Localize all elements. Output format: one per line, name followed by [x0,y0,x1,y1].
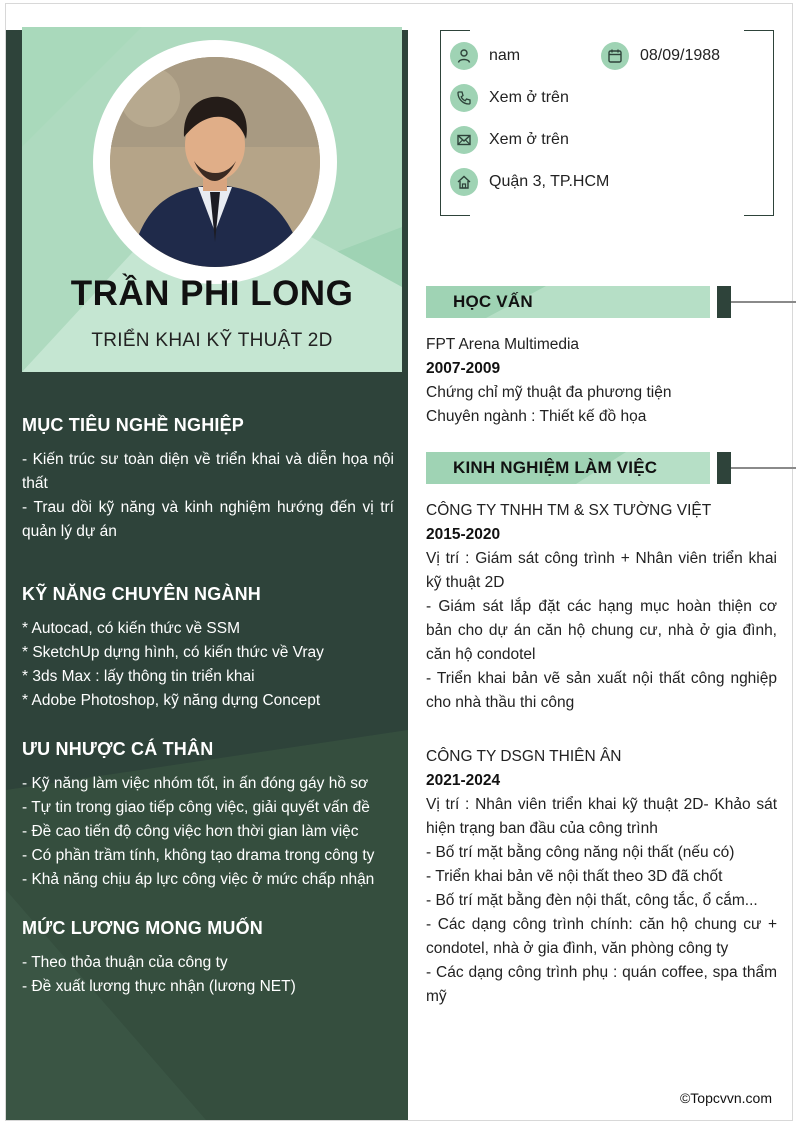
skills-line: * 3ds Max : lấy thông tin triển khai [22,668,255,685]
traits-line: - Khả năng chịu áp lực công việc ở mức chấp nhận [22,871,375,888]
footer-credit[interactable]: ©Topcvvn.com [679,1090,772,1106]
job-line: - Bố trí mặt bằng công năng nội thất (nếu có) [426,844,735,861]
job-line: - Giám sát lắp đặt các hạng mục hoàn thiện cơ bản cho dự án căn hộ chung cư, nhà ở gia đình, căn hộ condotel [426,598,777,663]
contact-phone-value: Xem ở trên [489,89,569,106]
contact-email-value: Xem ở trên [489,131,569,148]
salary-section [22,918,394,999]
person-icon [450,42,478,70]
experience-header-line [731,467,796,469]
job-line: - Các dạng công trình chính: căn hộ chung cư + condotel, nhà ở gia đình, văn phòng công ty [426,916,777,957]
education-major: Chuyên ngành : Thiết kế đồ họa [426,408,647,425]
calendar-icon [601,42,629,70]
home-icon [450,168,478,196]
contact-birthday [601,42,720,70]
objective-line: - Kiến trúc sư toàn diện về triển khai và diễn họa nội thất [22,451,394,492]
objective-line: - Trau dồi kỹ năng và kinh nghiệm hướng đến vị trí quản lý dự án [22,499,394,540]
education-header [426,286,796,318]
candidate-name: TRẦN PHI LONG [70,274,354,313]
salary-title: MỨC LƯƠNG MONG MUỐN [22,918,263,938]
contact-phone [450,84,569,112]
salary-line: - Đề xuất lương thực nhận (lương NET) [22,978,296,995]
job-line: - Bố trí mặt bằng đèn nội thất, công tắc, ổ cắm... [426,892,758,909]
job-company: CÔNG TY TNHH TM & SX TƯỜNG VIỆT [426,502,712,519]
contact-gender-value: nam [489,47,521,64]
experience-title: KINH NGHIỆM LÀM VIỆC [453,458,658,477]
avatar [110,57,320,267]
job-line: - Triển khai bản vẽ sản xuất nội thất công nghiệp cho nhà thầu thi công [426,670,777,711]
education-header-line [731,301,796,303]
traits-title: ƯU NHƯỢC CÁ THÂN [22,739,214,759]
traits-line: - Có phần trầm tính, không tạo drama trong công ty [22,847,375,864]
contact-box-bracket-right [744,30,774,216]
education-certificate: Chứng chỉ mỹ thuật đa phương tiện [426,384,672,401]
traits-line: - Tự tin trong giao tiếp công việc, giải quyết vấn đề [22,799,370,816]
job-line: Vị trí : Giám sát công trình + Nhân viên triển khai kỹ thuật 2D [426,550,777,591]
education-title: HỌC VẤN [453,292,533,311]
education-header-tab [717,286,731,318]
skills-line: * Autocad, có kiến thức về SSM [22,620,241,637]
contact-address-value: Quận 3, TP.HCM [489,173,610,190]
contact-gender [450,42,520,70]
traits-line: - Đề cao tiến độ công việc hơn thời gian làm việc [22,823,359,840]
contact-address [450,168,609,196]
traits-line: - Kỹ năng làm việc nhóm tốt, in ấn đóng gáy hồ sơ [22,775,369,792]
job-years: 2015-2020 [426,526,501,543]
objective-section [22,415,394,544]
job-years: 2021-2024 [426,772,501,789]
job-company: CÔNG TY DSGN THIÊN ÂN [426,748,622,765]
mail-icon [450,126,478,154]
experience-header-tab [717,452,731,484]
traits-section [22,739,394,892]
contact-email [450,126,569,154]
skills-section [22,584,394,713]
skills-line: * SketchUp dựng hình, có kiến thức về Vray [22,644,324,661]
salary-line: - Theo thỏa thuận của công ty [22,954,228,971]
job-line: Vị trí : Nhân viên triển khai kỹ thuật 2D- Khảo sát hiện trạng ban đầu của công trình [426,796,777,837]
candidate-role: TRIỂN KHAI KỸ THUẬT 2D [91,330,333,351]
education-section [426,333,777,429]
skills-title: KỸ NĂNG CHUYÊN NGÀNH [22,584,262,604]
education-years: 2007-2009 [426,360,501,377]
job-item [426,745,777,1009]
job-item [426,499,777,715]
contact-birthday-value: 08/09/1988 [640,47,721,64]
phone-icon [450,84,478,112]
experience-header [426,452,796,484]
header-card [22,27,402,372]
job-line: - Triển khai bản vẽ nội thất theo 3D đã chốt [426,868,723,885]
objective-title: MỤC TIÊU NGHỀ NGHIỆP [22,415,245,435]
job-line: - Các dạng công trình phụ : quán coffee, spa thẩm mỹ [426,964,777,1005]
education-school: FPT Arena Multimedia [426,336,580,353]
avatar-ring [93,40,337,284]
skills-line: * Adobe Photoshop, kỹ năng dựng Concept [22,692,321,709]
